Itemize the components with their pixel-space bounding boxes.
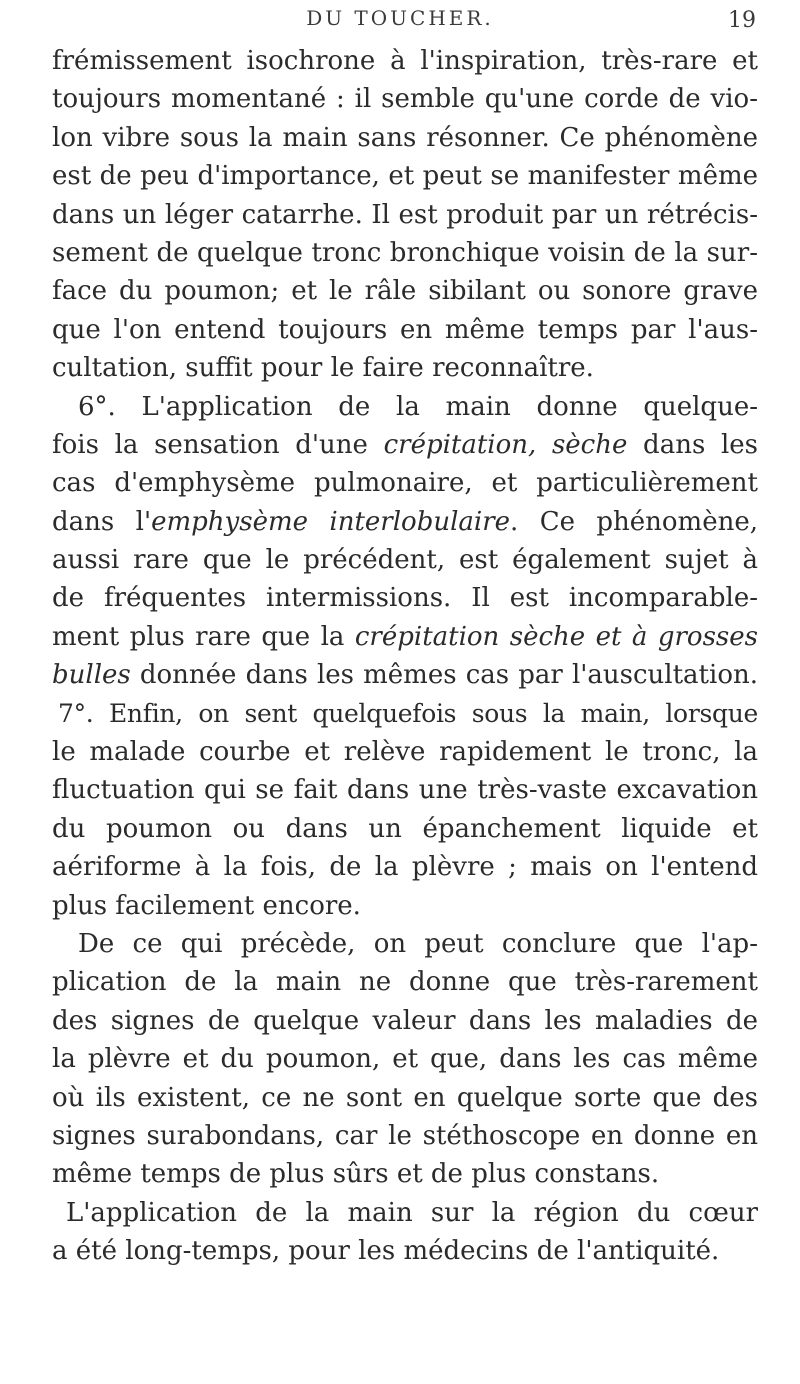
text-segment: cas d'emphysème pulmonaire, et particulièrement [52, 468, 758, 499]
body-text [52, 42, 758, 1271]
text-line [52, 388, 758, 426]
text-line [52, 579, 758, 617]
text-line [52, 695, 758, 733]
text-line [52, 771, 758, 809]
text-segment: ment plus rare que la [52, 621, 355, 652]
text-line [52, 272, 758, 310]
text-segment: où ils existent, ce ne sont en quelque sorte que des [52, 1082, 758, 1113]
text-segment: la plèvre et du poumon, et que, dans les cas même [52, 1044, 758, 1075]
text-line [52, 157, 758, 195]
text-segment: le malade courbe et relève rapidement le tronc, la [52, 737, 758, 768]
text-line [52, 42, 758, 80]
text-segment: du poumon ou dans un épanchement liquide et [52, 813, 758, 844]
text-line [52, 80, 758, 118]
text-line [52, 311, 758, 349]
text-segment: signes surabondans, car le stéthoscope en donne en [52, 1120, 758, 1151]
italic-text-segment: crépitation, sèche [383, 429, 628, 460]
text-segment: fois la sensation d'une [52, 429, 384, 460]
page-number: 19 [728, 8, 756, 33]
text-line [52, 1155, 758, 1193]
text-line [52, 1002, 758, 1040]
text-segment: face du poumon; et le râle sibilant ou sonore grave [52, 276, 758, 307]
running-head [0, 2, 800, 38]
text-segment: est de peu d'importance, et peut se manifester même [52, 161, 758, 192]
text-segment: aussi rare que le précédent, est également sujet à [52, 545, 758, 576]
text-segment: que l'on entend toujours en même temps par l'aus- [52, 314, 758, 345]
text-line [52, 503, 758, 541]
text-line [52, 119, 758, 157]
text-segment: plication de la main ne donne que très-rarement [52, 967, 758, 998]
text-line [52, 963, 758, 1001]
text-segment: plus facilement encore. [52, 890, 361, 921]
text-segment: fluctuation qui se fait dans une très-vaste excavation [52, 775, 758, 806]
text-segment: des signes de quelque valeur dans les maladies de [52, 1005, 758, 1036]
text-line [52, 618, 758, 656]
text-segment: aériforme à la fois, de la plèvre ; mais on l'entend [52, 852, 758, 883]
text-segment: dans les [627, 429, 758, 460]
text-segment: même temps de plus sûrs et de plus constans. [52, 1159, 660, 1190]
text-segment: cultation, suffit pour le faire reconnaître. [52, 353, 594, 384]
text-line [52, 541, 758, 579]
text-line [52, 1040, 758, 1078]
italic-text-segment: bulles [52, 660, 131, 691]
text-line [52, 925, 758, 963]
text-line [52, 1194, 758, 1232]
text-segment: frémissement isochrone à l'inspiration, très-rare et [52, 46, 758, 76]
text-line [52, 887, 758, 925]
text-line [52, 1079, 758, 1117]
text-segment: 6°. L'application de la main donne quelque- [78, 391, 758, 422]
text-segment: toujours momentané : il semble qu'une corde de vio- [52, 84, 758, 115]
text-line [52, 810, 758, 848]
text-segment: lon vibre sous la main sans résonner. Ce phénomène [52, 122, 758, 153]
text-line [52, 1232, 758, 1270]
text-segment: De ce qui précède, on peut conclure que l'ap- [78, 928, 758, 959]
text-line [52, 349, 758, 387]
text-line [52, 464, 758, 502]
text-line [52, 426, 758, 464]
text-segment: donnée dans les mêmes cas par l'auscultation. [130, 660, 758, 691]
text-line [52, 234, 758, 272]
text-segment: sement de quelque tronc bronchique voisin de la sur- [52, 237, 758, 268]
text-segment: a été long-temps, pour les médecins de l'antiquité. [52, 1236, 720, 1267]
running-title: DU TOUCHER. [306, 6, 494, 30]
text-segment: L'application de la main sur la région du cœur [66, 1197, 758, 1228]
text-line [52, 733, 758, 771]
text-segment: . Ce phénomène, [510, 506, 758, 537]
italic-text-segment: crépitation sèche et à grosses [354, 621, 758, 652]
text-segment: de fréquentes intermissions. Il est incomparable- [52, 583, 758, 614]
text-line [52, 848, 758, 886]
italic-text-segment: emphysème interlobulaire [151, 506, 511, 537]
text-line [52, 656, 758, 694]
text-segment: 7°. Enfin, on sent quelquefois sous la main, lorsque [58, 698, 758, 728]
text-segment: dans un léger catarrhe. Il est produit par un rétrécis- [52, 199, 758, 230]
text-segment: dans l' [52, 506, 152, 537]
text-line [52, 196, 758, 234]
text-line [52, 1117, 758, 1155]
